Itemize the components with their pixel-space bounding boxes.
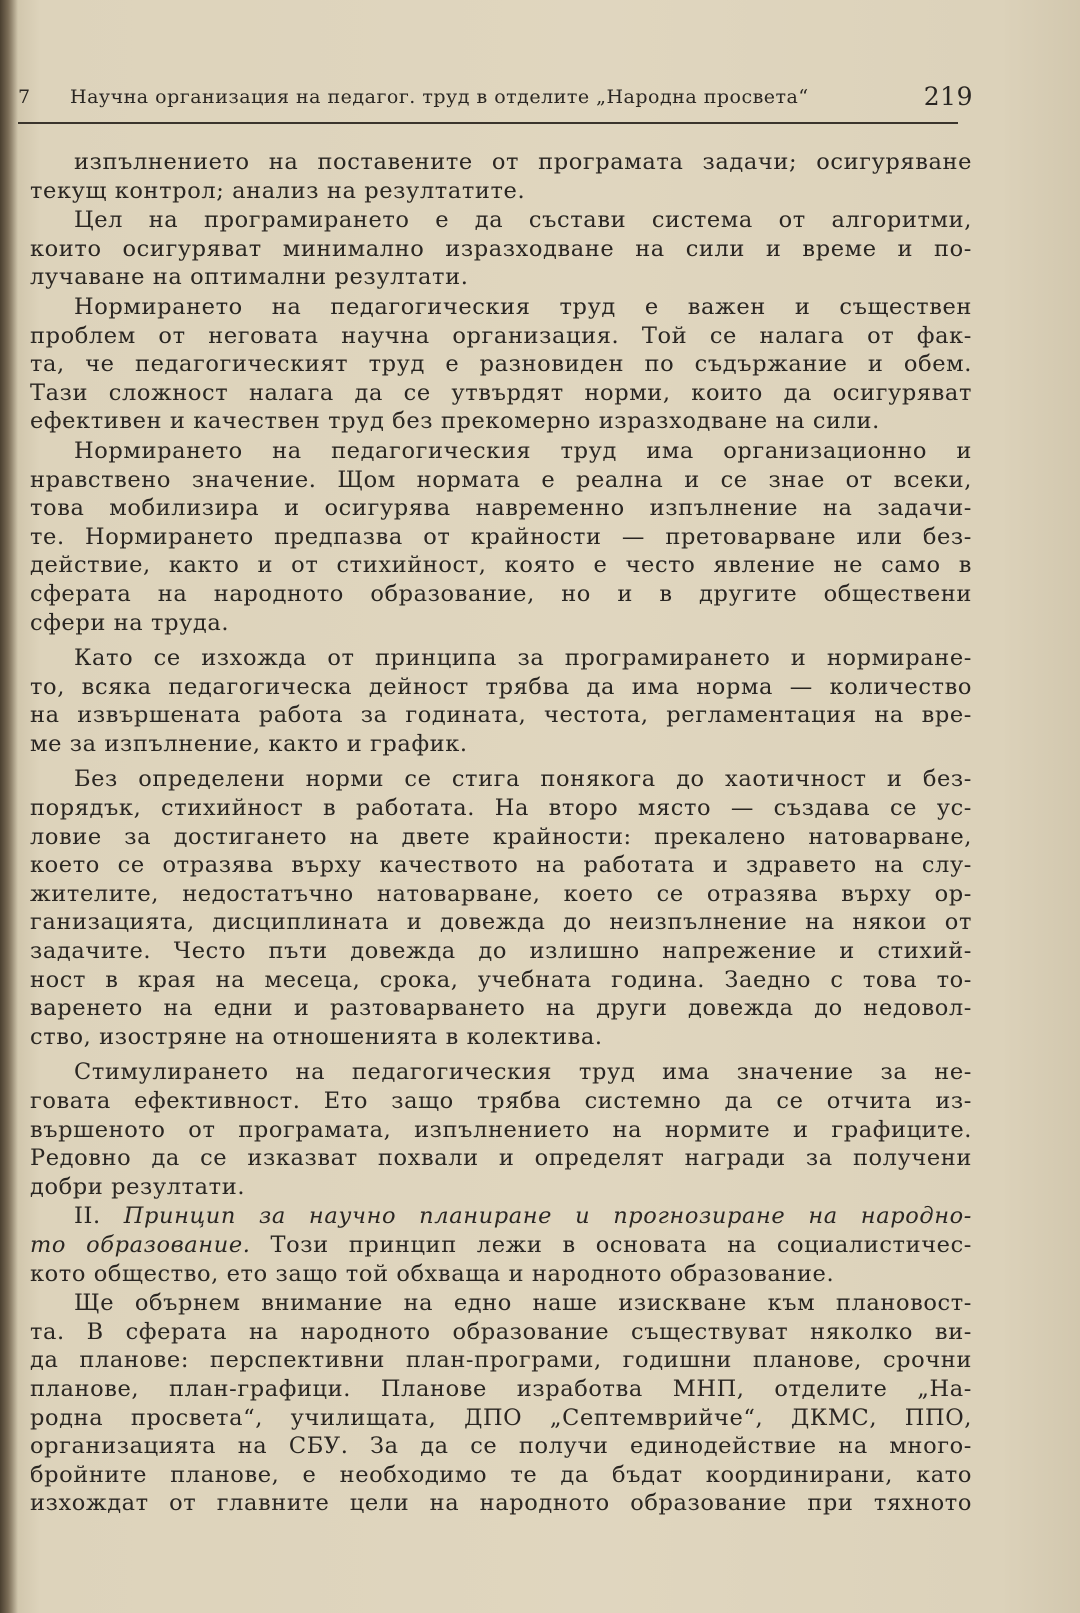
paragraph <box>30 1289 972 1518</box>
text-line: варенето на едни и разтоварването на други довежда до недовол- <box>30 995 972 1022</box>
text-line: жителите, недостатъчно натоварване, което се отразява върху ор- <box>30 880 972 907</box>
text-line: ме за изпълнение, както и график. <box>30 730 468 757</box>
text-line: да планове: перспективни план-програми, годишни планове, срочни <box>30 1347 972 1374</box>
text-line: ефективен и качествен труд без прекомерно изразходване на сили. <box>30 408 880 435</box>
text-line: родна просвета“, училищата, ДПО „Септемврийче“, ДКМС, ППО, <box>30 1404 972 1431</box>
section-heading: Принцип за научно планиране и прогнозиране на народно- <box>123 1203 972 1230</box>
text-line: порядък, стихийност в работата. На второ място — създава се ус- <box>30 795 972 822</box>
paragraph <box>30 148 972 205</box>
text-line: добри резултати. <box>30 1173 246 1200</box>
text-line: изпълнението на поставените от програмата задачи; осигуряване <box>74 149 972 175</box>
text-line: то, всяка педагогическа дейност трябва да има норма — количество <box>30 673 972 700</box>
paragraph <box>30 644 972 758</box>
text-line: ност в края на месеца, срока, учебната година. Заедно с това то- <box>30 966 972 993</box>
text-line: та, че педагогическият труд е разновиден по съдържание и обем. <box>30 351 972 378</box>
text-line: нравствено значение. Щом нормата е реална и се знае от всеки, <box>30 466 972 493</box>
text-line: те. Нормирането предпазва от крайности — претоварване или без- <box>30 523 972 550</box>
text-line <box>30 1231 972 1260</box>
page-number: 219 <box>923 82 973 111</box>
text-line: вършеното от програмата, изпълнението на нормите и графиците. <box>30 1116 972 1143</box>
text-line: сфери на труда. <box>30 609 230 636</box>
section-number: II. <box>74 1203 101 1230</box>
text-line: текущ контрол; анализ на резултатите. <box>30 177 526 204</box>
text-line: ловие за достигането на двете крайности: прекалено натоварване, <box>30 823 972 850</box>
page-body <box>30 148 972 1519</box>
text-line: Като се изхожда от принципа за програмирането и нормиране- <box>74 645 972 672</box>
text-line <box>30 1202 972 1231</box>
text-line: ство, изостряне на отношенията в колектива. <box>30 1023 603 1050</box>
paragraph <box>30 765 972 1051</box>
text-line: бройните планове, е необходимо те да бъдат координирани, като <box>30 1461 972 1488</box>
text-line: лучаване на оптимални резултати. <box>30 264 469 291</box>
text-line: та. В сферата на народното образование съществуват няколко ви- <box>30 1318 972 1345</box>
header-rule <box>18 122 958 124</box>
text-line: организацията на СБУ. За да се получи единодействие на много- <box>30 1433 972 1460</box>
text-line: Ще обърнем внимание на едно наше изискване към плановост- <box>74 1290 972 1317</box>
text-line: задачите. Често пъти довежда до излишно напрежение и стихий- <box>30 938 972 965</box>
section-heading: то образование. <box>30 1231 251 1258</box>
text-line: сферата на народното образование, но и в другите обществени <box>30 580 972 607</box>
chapter-mark: 7 <box>18 86 31 108</box>
paragraph <box>30 206 972 292</box>
paragraph <box>30 437 972 637</box>
text-line: Тази сложност налага да се утвърдят норми, които да осигуряват <box>30 379 972 406</box>
text-line: Стимулирането на педагогическия труд има значение за не- <box>74 1059 972 1086</box>
text-line: ганизацията, дисциплината и довежда до неизпълнение на някои от <box>30 909 972 936</box>
text-line: това мобилизира и осигурява навременно изпълнение на задачи- <box>30 495 972 522</box>
paragraph <box>30 1058 972 1201</box>
text-line: което се отразява върху качеството на работата и здравето на слу- <box>30 852 972 879</box>
text-line: действие, както и от стихийност, която е често явление не само в <box>30 552 972 579</box>
text-line: на извършената работа за годината, честота, регламентация на вре- <box>30 702 972 729</box>
text-line: проблем от неговата научна организация. Той се налага от фак- <box>30 322 972 349</box>
paragraph <box>30 293 972 436</box>
text-line: Нормирането на педагогическия труд е важен и съществен <box>74 293 972 320</box>
text-line: Редовно да се изказват похвали и определят награди за получени <box>30 1145 972 1172</box>
page-binding-edge <box>0 0 18 1613</box>
text-line: говата ефективност. Ето защо трябва системно да се отчита из- <box>30 1088 972 1114</box>
text-line: Цел на програмирането е да състави система от алгоритми, <box>74 207 972 234</box>
text-line: Без определени норми се стига понякога до хаотичност и без- <box>74 766 972 793</box>
text-line: изхождат от главните цели на народното образование при тяхното <box>30 1490 972 1517</box>
paragraph <box>30 1202 972 1288</box>
running-header <box>18 82 973 120</box>
text-line: кото общество, ето защо той обхваща и народното образование. <box>30 1260 835 1287</box>
text-line: планове, план-графици. Планове изработва МНП, отделите „На- <box>30 1375 972 1402</box>
section-text: Този принцип лежи в основата на социалистичес- <box>270 1231 972 1258</box>
text-line: Нормирането на педагогическия труд има организационно и <box>74 437 972 464</box>
running-title: Научна организация на педагог. труд в отделите „Народна просвета“ <box>70 86 809 108</box>
text-line: които осигуряват минимално изразходване на сили и време и по- <box>30 235 972 262</box>
